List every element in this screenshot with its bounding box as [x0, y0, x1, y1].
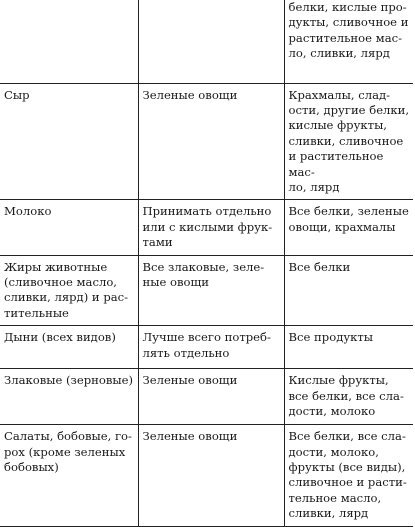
table-row [0, 369, 413, 425]
combine-with-cell: Принимать отдельно или с кислыми фрук- тами [138, 200, 284, 255]
table-row [0, 0, 413, 83]
combine-with-cell [138, 0, 284, 83]
table-row [0, 425, 413, 526]
combine-with-cell: Зеленые овощи [138, 369, 284, 425]
product-cell [0, 0, 138, 83]
avoid-cell: Все белки, зеленые овощи, крахмалы [284, 200, 413, 255]
product-cell: Дыни (всех видов) [0, 326, 138, 369]
table-row [0, 326, 413, 369]
product-cell: Жиры животные (сливочное масло, сливки, лярд) и рас- тительные [0, 255, 138, 326]
avoid-cell: Все продукты [284, 326, 413, 369]
avoid-cell: Все белки, все сла- дости, молоко, фрукты (все виды), сливочное и расти- тельное масло, сливки, лярд [284, 425, 413, 526]
combine-with-cell: Все злаковые, зеле- ные овощи [138, 255, 284, 326]
avoid-cell: Крахмалы, слад- ости, другие белки, кислые фрукты, сливки, сливочное и растительное мас- ло, лярд [284, 83, 413, 200]
avoid-cell: Кислые фрукты, все белки, все сла- дости, молоко [284, 369, 413, 425]
combine-with-cell: Лучше всего потреб- лять отдельно [138, 326, 284, 369]
product-cell: Салаты, бобовые, го- рох (кроме зеленых бобовых) [0, 425, 138, 526]
product-cell: Злаковые (зерновые) [0, 369, 138, 425]
table-row [0, 83, 413, 200]
table-row [0, 200, 413, 255]
product-cell: Сыр [0, 83, 138, 200]
table-row [0, 255, 413, 326]
avoid-cell: Все белки [284, 255, 413, 326]
combine-with-cell: Зеленые овощи [138, 83, 284, 200]
product-cell: Молоко [0, 200, 138, 255]
combine-with-cell: Зеленые овощи [138, 425, 284, 526]
avoid-cell: белки, кислые про- дукты, сливочное и растительное мас- ло, сливки, лярд [284, 0, 413, 83]
